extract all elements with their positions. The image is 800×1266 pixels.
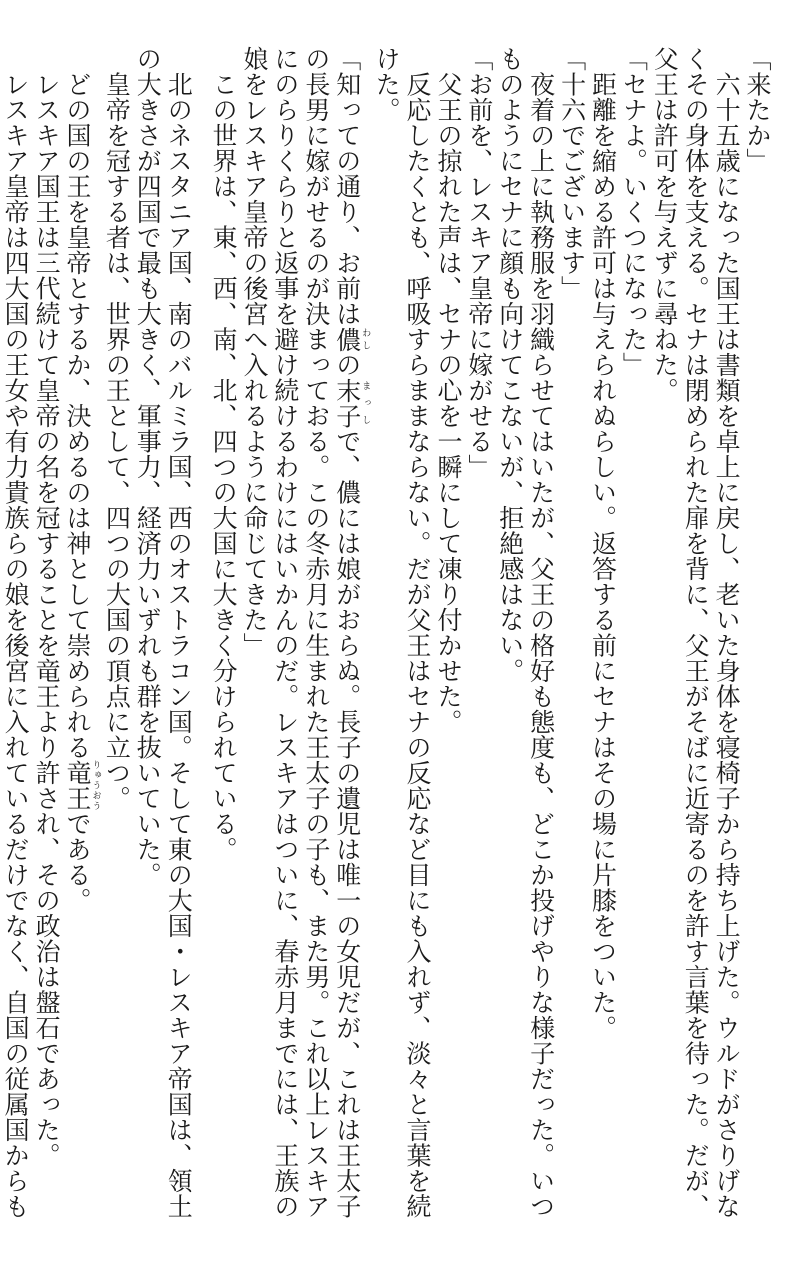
text-line: レスキア皇帝は四大国の王女や有力貴族らの娘を後宮に入れているだけでなく、自国の従属国からも xyxy=(1,46,31,1219)
text-line: レスキア国王は三代続けて皇帝の名を冠することを竜王より許され、その政治は盤石であった。 xyxy=(32,46,62,1168)
ruby-annotation: 儂わし xyxy=(332,326,371,352)
text-line: 「セナよ。いくつになった」 xyxy=(619,46,649,378)
text-line: 距離を縮める許可は与えられぬらしい。返答する前にセナはその場に片膝をついた。 xyxy=(588,46,618,1041)
text-line: の長男に嫁がせるのが決まっておる。この冬赤月に生まれた王太子の子も、また男。これ以上レスキア xyxy=(301,46,331,1219)
text-line: 「十六でございます」 xyxy=(557,46,587,301)
text-line: 六十五歳になった国王は書類を卓上に戻し、老いた身体を寝椅子から持ち上げた。ウルドがさりげな xyxy=(712,46,742,1219)
text-line: 「知っての通り、お前は儂わしの末子まっしで、儂には娘がおらぬ。長子の遺児は唯一の女児だが、これは王太子 xyxy=(332,46,371,1219)
text-line: けた。 xyxy=(372,46,402,123)
text-line: 「お前を、レスキア皇帝に嫁がせる」 xyxy=(464,46,494,480)
ruby-annotation: 末子まっし xyxy=(332,377,371,429)
text-line: の大きさが四国で最も大きく、軍事力、経済力いずれも群を抜いていた。 xyxy=(133,46,163,888)
text-line: 父王は許可を与えずに尋ねた。 xyxy=(650,46,680,403)
text-line: 反応したくとも、呼吸すらままならない。だが父王はセナの反応など目にも入れず、淡々と言葉を続 xyxy=(403,46,433,1219)
text-line: 夜着の上に執務服を羽織らせてはいたが、父王の格好も態度も、どこか投げやりな様子だった。いつ xyxy=(526,46,556,1219)
text-line: くその身体を支える。セナは閉められた扉を背に、父王がそばに近寄るのを許す言葉を待った。だが、 xyxy=(681,46,711,1219)
text-line: この世界は、東、西、南、北、四つの大国に大きく分けられている。 xyxy=(209,46,239,862)
text-line: 皇帝を冠する者は、世界の王として、四つの大国の頂点に立つ。 xyxy=(102,46,132,811)
text-line: 北のネスタニア国、南のバルミラ国、西のオストラコン国。そして東の大国・レスキア帝国は、領土 xyxy=(164,46,194,1219)
text-line: 娘をレスキア皇帝の後宮へ入れるように命じてきた」 xyxy=(240,46,269,658)
text-line: 「来たか」 xyxy=(743,46,772,174)
text-line: ものようにセナに顔も向けてこないが、拒絶感はない。 xyxy=(495,46,525,684)
text-line: にのらりくらりと返事を避け続けるわけにはいかんのだ。レスキアはついに、春赤月までには、王族の xyxy=(270,46,300,1219)
text-line: 父王の掠れた声は、セナの心を一瞬にして凍り付かせた。 xyxy=(433,46,463,735)
ruby-annotation: 竜王りゅうおう xyxy=(62,760,101,811)
vertical-text-body xyxy=(1,46,772,1236)
text-line: どの国の王を皇帝とするか、決めるのは神として崇められる竜王りゅうおうである。 xyxy=(62,46,101,913)
